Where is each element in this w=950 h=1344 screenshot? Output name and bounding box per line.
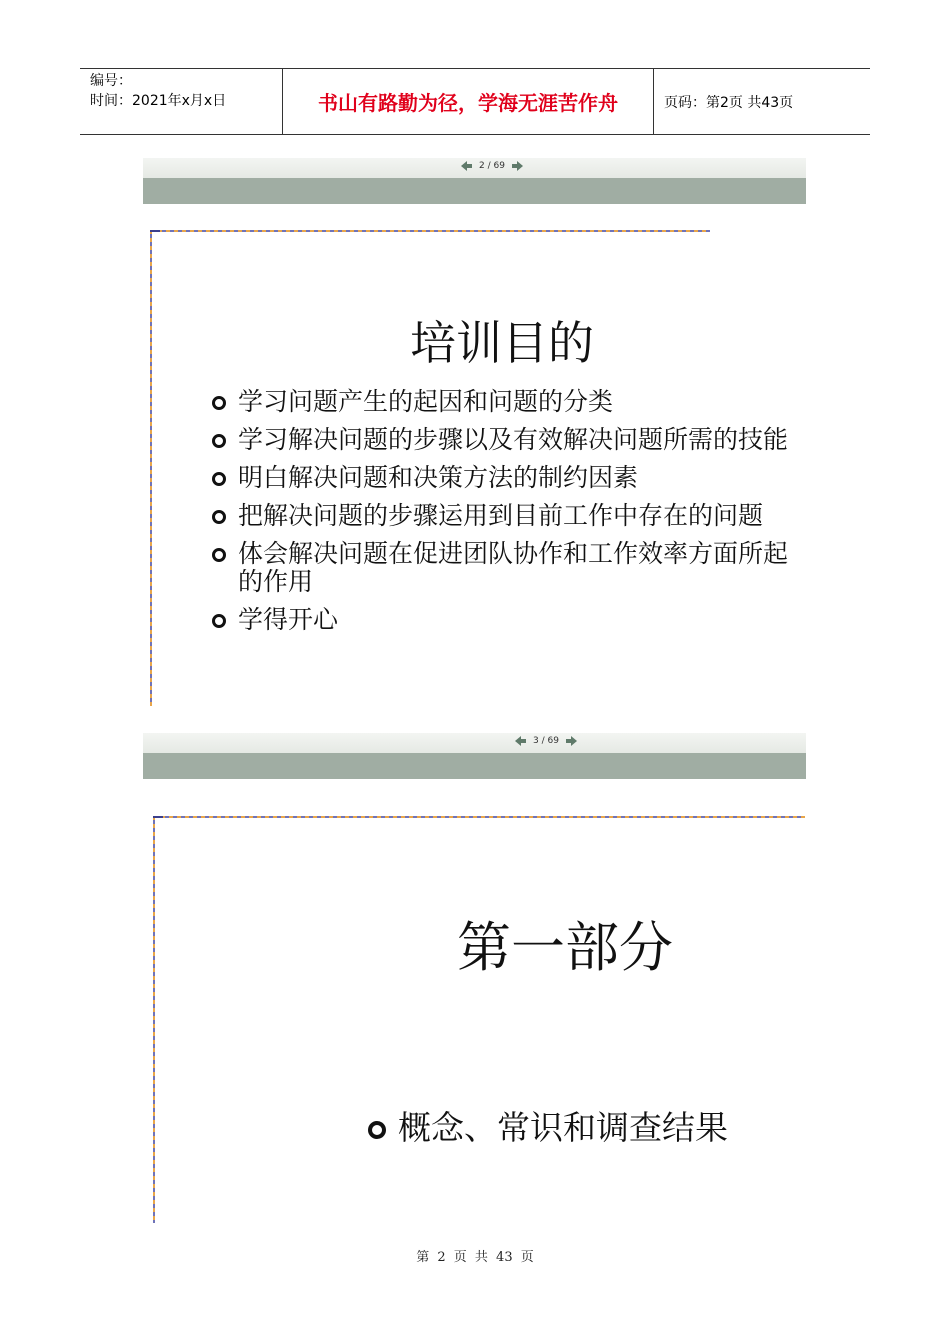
list-item: 学习解决问题的步骤以及有效解决问题所需的技能 [212, 426, 797, 454]
previous-slide-icon[interactable] [461, 161, 467, 171]
bullet-icon [212, 396, 226, 410]
list-item: 体会解决问题在促进团队协作和工作效率方面所起的作用 [212, 540, 797, 596]
slide-left-border [153, 816, 155, 1223]
slide-corner [150, 230, 160, 232]
slide-title: 培训目的 [410, 316, 594, 370]
slide-page-indicator: 3 / 69 [533, 736, 559, 746]
next-slide-icon[interactable] [517, 161, 523, 171]
previous-slide-icon[interactable] [515, 736, 521, 746]
slide-page-indicator: 2 / 69 [479, 161, 505, 171]
list-item: 明白解决问题和决策方法的制约因素 [212, 464, 797, 492]
bullet-icon [212, 434, 226, 448]
slide-part-one [153, 816, 805, 1223]
document-header [80, 68, 870, 135]
bullet-icon [212, 510, 226, 524]
part-one-list [368, 1108, 788, 1158]
list-item: 把解决问题的步骤运用到目前工作中存在的问题 [212, 502, 797, 530]
page-footer: 第 2 页 共 43 页 [416, 1250, 534, 1265]
bullet-icon [212, 472, 226, 486]
slide-title: 第一部分 [457, 916, 673, 979]
slide-nav [143, 158, 806, 178]
slide-nav [143, 733, 806, 753]
training-goals-list [212, 388, 797, 644]
header-page-code [654, 69, 870, 134]
page-code-text: 页码：第2页 共43页 [664, 94, 794, 111]
slide-top-border [150, 230, 710, 232]
slide-top-border [153, 816, 805, 818]
header-meta [80, 69, 282, 134]
bullet-icon [368, 1121, 386, 1139]
list-item: 学得开心 [212, 606, 797, 634]
motto-text: 书山有路勤为径，学海无涯苦作舟 [318, 91, 618, 115]
list-item: 学习问题产生的起因和问题的分类 [212, 388, 797, 416]
next-slide-icon[interactable] [571, 736, 577, 746]
slide-viewer-toolbar [143, 158, 806, 204]
viewer-strip [143, 178, 806, 204]
list-item: 概念、常识和调查结果 [368, 1108, 788, 1148]
slide-corner [153, 816, 163, 818]
bullet-icon [212, 548, 226, 562]
bullet-icon [212, 614, 226, 628]
document-time-label: 时间：2021年x月x日 [90, 93, 227, 109]
slide-left-border [150, 230, 152, 706]
document-number-label: 编号： [90, 73, 132, 89]
viewer-strip [143, 753, 806, 779]
header-motto [282, 69, 654, 134]
slide-viewer-toolbar [143, 733, 806, 779]
